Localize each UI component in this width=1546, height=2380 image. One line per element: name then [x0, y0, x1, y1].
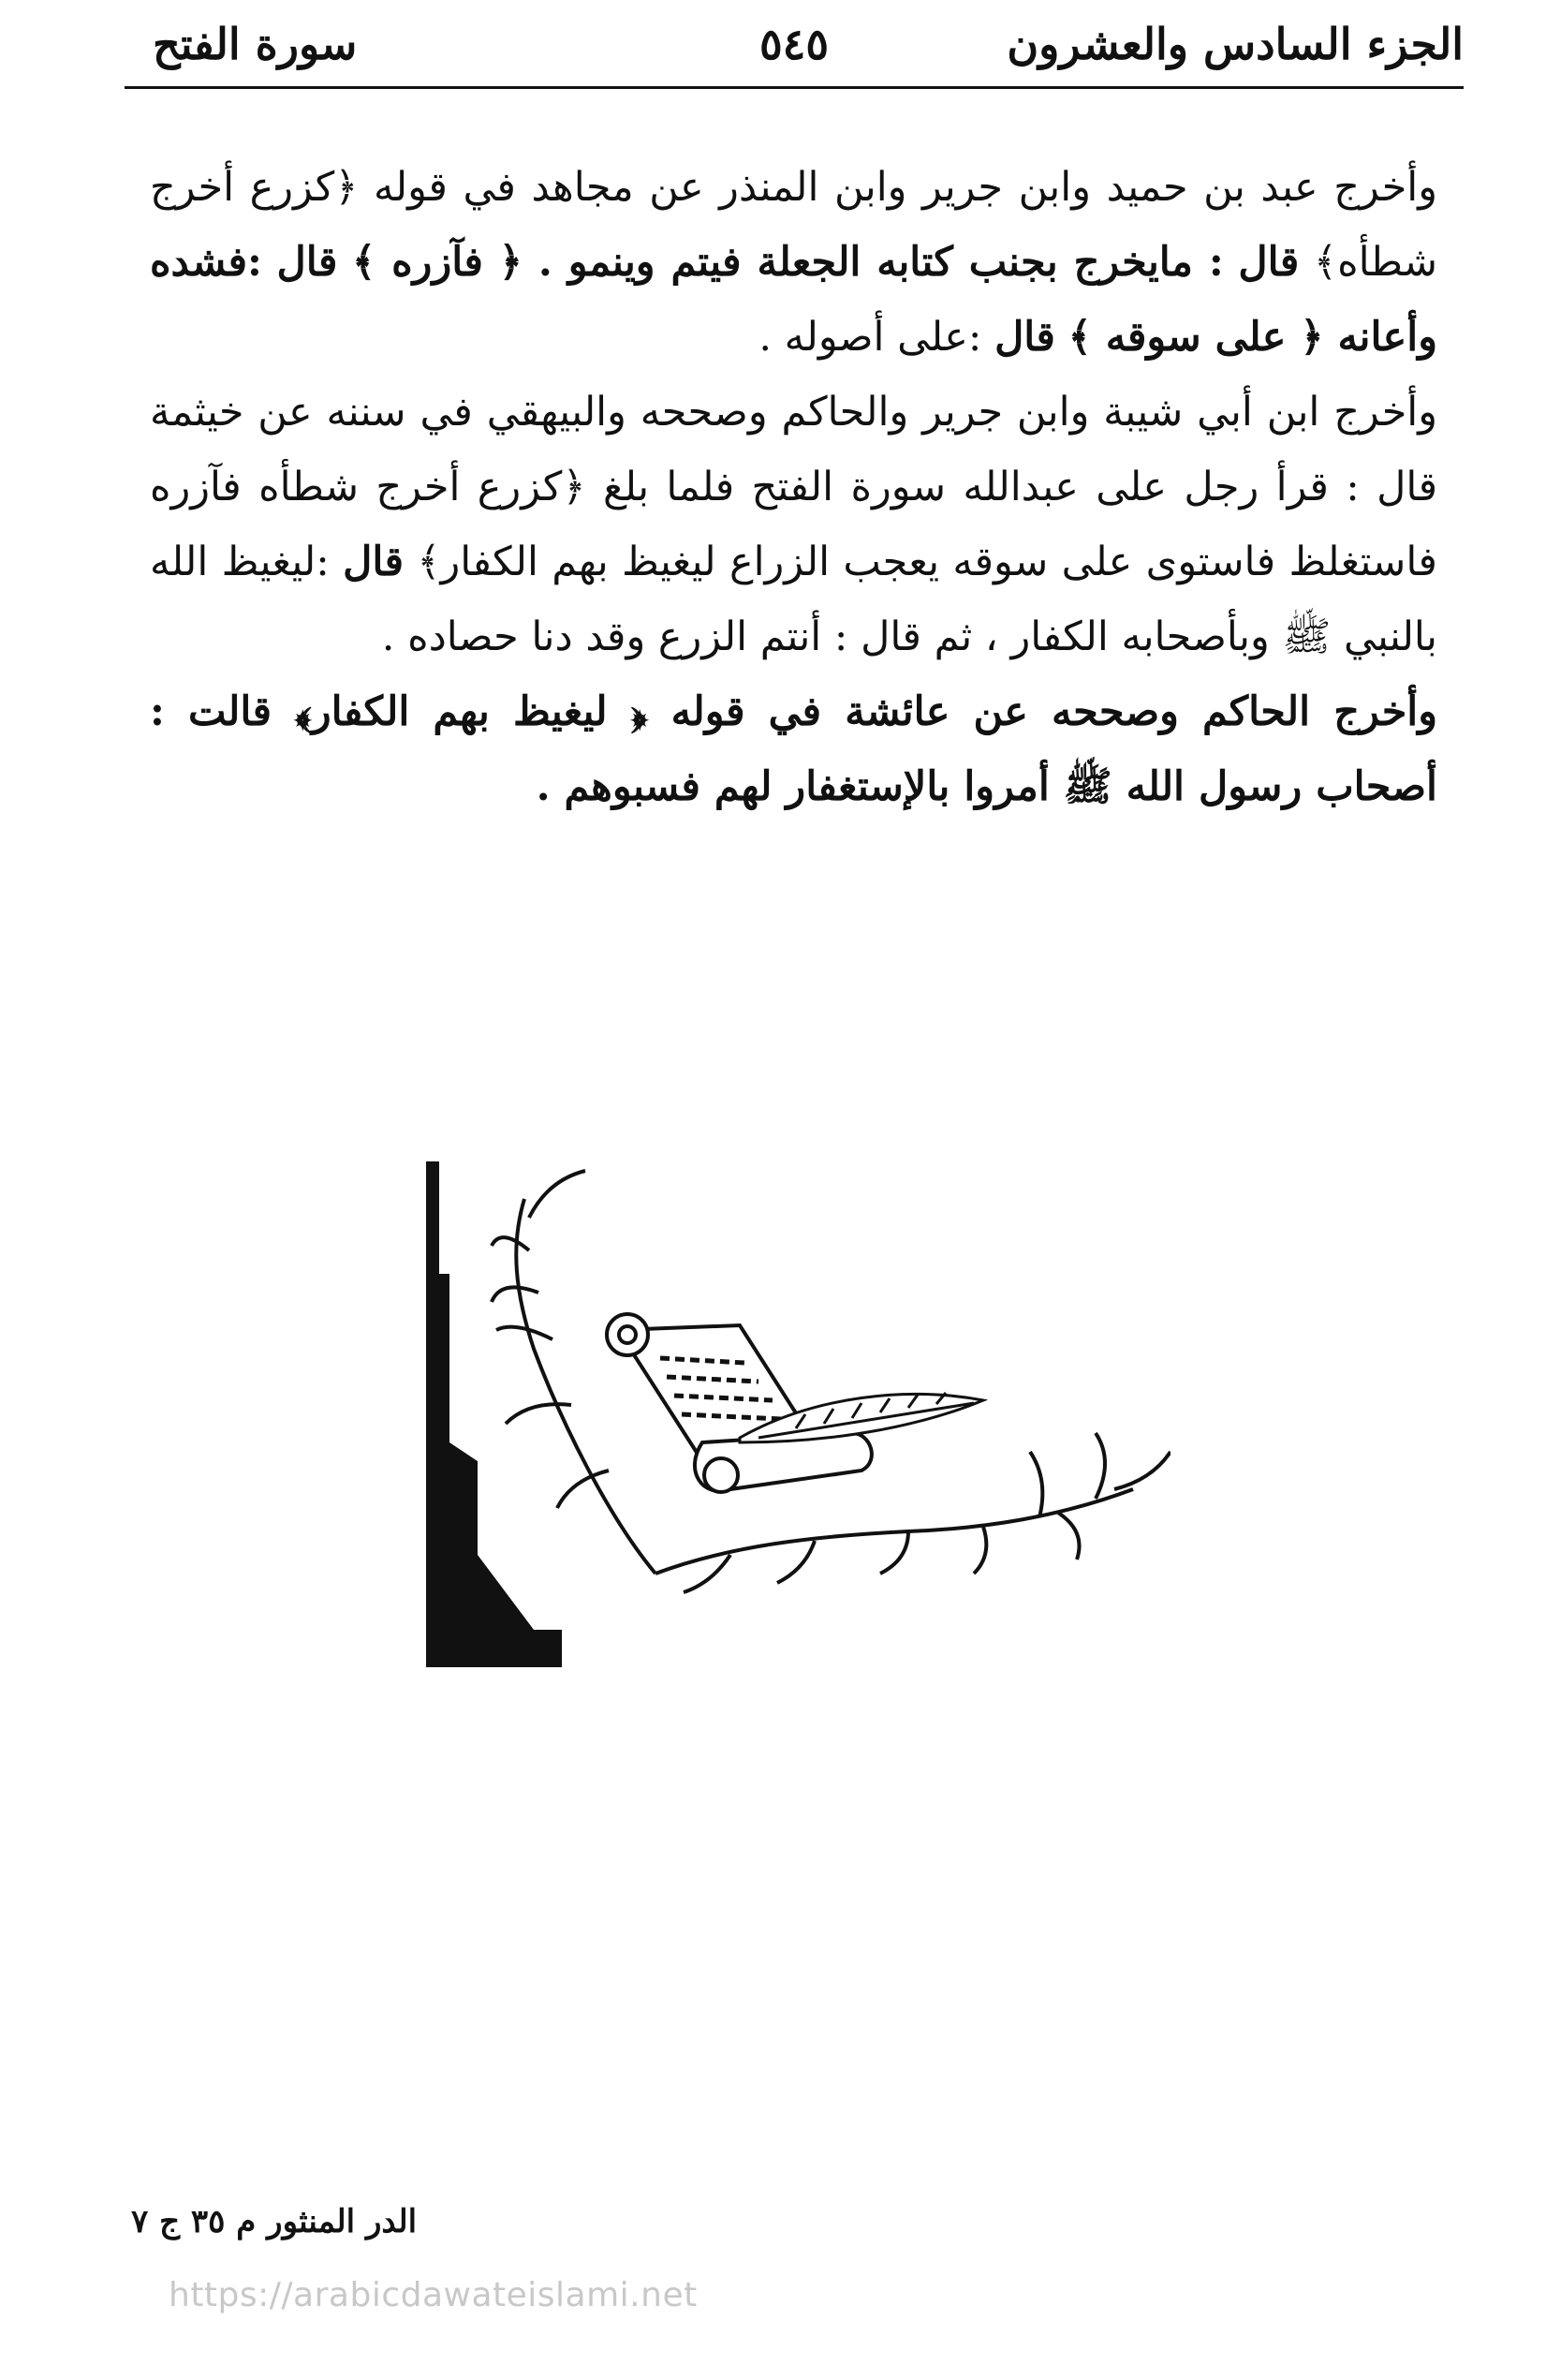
p2-text-b: :ليغيظ الله بالنبي ﷺ وبأصحابه الكفار ، ثم قال : أنتم الزرع وقد دنا حصاده .	[150, 539, 1437, 660]
p2-qal-1: قال	[343, 539, 404, 585]
p1-qal-3: قال	[994, 314, 1055, 361]
page-header	[125, 11, 1464, 77]
p1-qal-1: قال	[1238, 239, 1300, 286]
p1-text-d: :على أصوله .	[758, 314, 982, 361]
watermark-url: https://arabicdawateislami.net	[169, 2276, 698, 2314]
laurel-branch	[492, 1171, 1171, 1592]
p2-text-a: وأخرج ابن أبي شيبة وابن جرير والحاكم وصححه والبيهقي في سننه عن خيثمة قال : قرأ رجل على عبدالله سورة الفتح فلما بلغ ﴿كزرع أخرج شطأه فآزره فاستغلظ فاستوى على سوقه يعجب الزراع ليغيظ بهم الكفار﴾	[150, 389, 1437, 585]
p1-text-c: :فشده وأعانه ﴿ على سوقه ﴾	[150, 239, 1437, 361]
footer-note: الدر المنثور م ٣٥ ج ٧	[131, 2203, 418, 2240]
p1-text-b: : مايخرج بجنب كتابه الجعلة فيتم وينمو . ﴿ فآزره ﴾	[352, 239, 1224, 286]
p3-text: وأخرج الحاكم وصححه عن عائشة في قوله ﴿ ليغيظ بهم الكفار﴾ قالت : أصحاب رسول الله ﷺ أمروا بالإستغفار لهم فسبوهم .	[150, 688, 1437, 810]
paragraph-1	[150, 150, 1437, 375]
paragraph-3	[150, 674, 1437, 824]
page-number: ٥٤٥	[758, 19, 830, 69]
p1-text-a: وأخرج عبد بن حميد وابن جرير وابن المنذر عن مجاهد في قوله ﴿كزرع أخرج شطأه﴾	[150, 164, 1438, 286]
surah-title: سورة الفتح	[153, 19, 358, 69]
part-title: الجزء السادس والعشرون	[1007, 19, 1464, 69]
paragraph-2	[150, 375, 1437, 674]
header-rule	[125, 86, 1464, 89]
main-text	[150, 150, 1437, 824]
scroll-quill-illustration	[421, 1161, 1171, 1667]
book-edge-decoration	[426, 1161, 562, 1667]
p1-qal-2: قال	[276, 239, 338, 286]
